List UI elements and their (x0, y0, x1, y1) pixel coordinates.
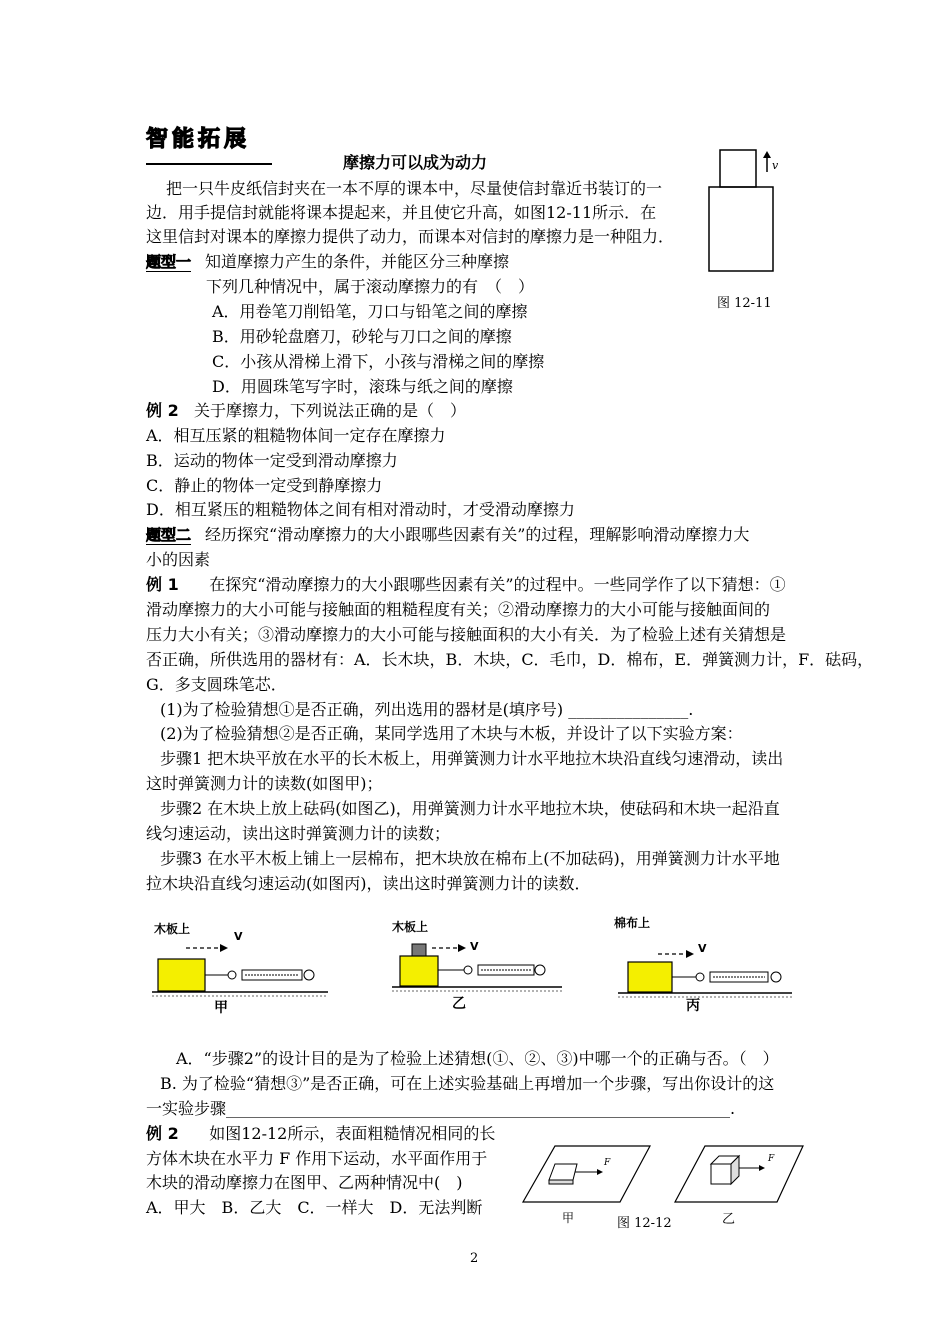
step-2: 步骤2 在木块上放上砝码(如图乙)，用弹簧测力计水平地拉木块，使砝码和木块一起沿直 (160, 799, 780, 818)
example-1 (146, 573, 786, 597)
example-line: 木块的滑动摩擦力在图甲、乙两种情况中( ) (146, 1173, 463, 1192)
step-3-cont: 拉木块沿直线匀速运动(如图丙)，读出这时弹簧测力计的读数． (146, 874, 591, 893)
example-label: 例 2 (146, 1124, 179, 1143)
surface-label: 木板上 (392, 920, 429, 934)
figure-name: 甲 (214, 1000, 228, 1016)
sub-question-2: (2)为了检验猜想②是否正确，某同学选用了木块与木板，并设计了以下实验方案： (160, 724, 743, 743)
section-title: 智能拓展 (146, 127, 251, 152)
surface-label: 木板上 (154, 922, 191, 936)
step-1: 步骤1 把木块平放在水平的长木板上，用弹簧测力计水平地拉木块沿直线匀速滑动，读出 (160, 749, 784, 768)
figure-caption: 图 12-12 (617, 1216, 672, 1231)
option-a: A．用卷笔刀削铅笔，刀口与铅笔之间的摩擦 (212, 302, 528, 321)
type-tag: 题型二 (146, 526, 192, 544)
article-line: 边．用手提信封就能将课本提起来，并且使它升高，如图12-11所示．在 (146, 203, 657, 222)
velocity-label: v (772, 159, 779, 172)
option-d: D．用圆珠笔写字时，滚珠与纸之间的摩擦 (212, 377, 513, 396)
velocity-label: V (698, 942, 707, 955)
force-label-left: F (604, 1158, 611, 1168)
example-2a (146, 399, 466, 423)
option-d: D．相互紧压的粗糙物体之间有相对滑动时，才受滑动摩擦力 (146, 500, 575, 519)
velocity-label: V (234, 930, 243, 943)
step-1-cont: 这时弹簧测力计的读数(如图甲)； (146, 774, 383, 793)
velocity-label: V (470, 940, 479, 953)
question-b: B. 为了检验“猜想③”是否正确，可在上述实验基础上再增加一个步骤，写出你设计的这 (160, 1074, 775, 1093)
example-text: 如图12-12所示，表面粗糙情况相同的长 (209, 1124, 496, 1143)
figure-name: 乙 (452, 996, 466, 1012)
figure-12-12 (515, 1140, 815, 1220)
example-text: 关于摩擦力，下列说法正确的是（ ） (193, 401, 466, 420)
experiment-figure-bing (610, 912, 795, 1020)
question-type-2 (146, 523, 749, 547)
surface-label: 棉布上 (614, 916, 651, 930)
example-label: 例 1 (146, 575, 179, 594)
example-2b (146, 1122, 495, 1146)
example-line: 否正确，所供选用的器材有：A．长木块，B．木块，C．毛巾，D．棉布，E．弹簧测力计，F．砝码， (146, 650, 874, 669)
example-text: 在探究“滑动摩擦力的大小跟哪些因素有关”的过程中。一些同学作了以下猜想：① (209, 575, 786, 594)
question-b-cont: 一实验步骤_______________________________________________________________. (146, 1099, 736, 1118)
option-a: A．相互压紧的粗糙物体间一定存在摩擦力 (146, 426, 446, 445)
question-text: 下列几种情况中，属于滚动摩擦力的有 （ ） (206, 277, 535, 296)
section-rule (146, 163, 272, 165)
experiment-figure-yi (390, 916, 565, 1020)
option-b: B．运动的物体一定受到滑动摩擦力 (146, 451, 398, 470)
example-options: A．甲大 B．乙大 C．一样大 D．无法判断 (146, 1198, 483, 1217)
figure-caption: 图 12-11 (717, 296, 772, 311)
force-label-right: F (768, 1154, 775, 1164)
step-2-cont: 线匀速运动，读出这时弹簧测力计的读数； (146, 824, 451, 843)
type-text-line2: 小的因素 (146, 550, 211, 569)
option-c: C．静止的物体一定受到静摩擦力 (146, 476, 383, 495)
figure-name-right: 乙 (722, 1212, 736, 1227)
example-line: G．多支圆珠笔芯． (146, 675, 287, 694)
example-line: 压力大小有关；③滑动摩擦力的大小可能与接触面积的大小有关．为了检验上述有关猜想是 (146, 625, 787, 644)
example-line: 滑动摩擦力的大小可能与接触面的粗糙程度有关；②滑动摩擦力的大小可能与接触面间的 (146, 600, 771, 619)
experiment-figure-jia (150, 920, 330, 1020)
article-line: 把一只牛皮纸信封夹在一本不厚的课本中，尽量使信封靠近书装订的一 (166, 179, 663, 198)
option-b: B．用砂轮盘磨刀，砂轮与刀口之间的摩擦 (212, 327, 512, 346)
sub-question-1: (1)为了检验猜想①是否正确，列出选用的器材是(填序号) _______________. (160, 700, 694, 719)
figure-name: 丙 (686, 998, 700, 1014)
page-number: 2 (470, 1251, 479, 1266)
type-text: 知道摩擦力产生的条件，并能区分三种摩擦 (205, 252, 510, 271)
figure-name-left: 甲 (562, 1211, 575, 1225)
article-title: 摩擦力可以成为动力 (343, 153, 488, 172)
question-a: A．“步骤2”的设计目的是为了检验上述猜想(①、②、③)中哪一个的正确与否。（ ） (176, 1049, 779, 1068)
type-text: 经历探究“滑动摩擦力的大小跟哪些因素有关”的过程，理解影响滑动摩擦力大 (205, 525, 750, 544)
example-line: 方体木块在水平力 F 作用下运动，水平面作用于 (146, 1149, 488, 1168)
article-line: 这里信封对课本的摩擦力提供了动力，而课本对信封的摩擦力是一种阻力． (146, 227, 675, 246)
type-tag: 题型一 (146, 253, 192, 271)
option-c: C．小孩从滑梯上滑下，小孩与滑梯之间的摩擦 (212, 352, 545, 371)
question-type-1 (146, 250, 509, 274)
example-label: 例 2 (146, 401, 179, 420)
step-3: 步骤3 在水平木板上铺上一层棉布，把木块放在棉布上(不加砝码)，用弹簧测力计水平地 (160, 849, 780, 868)
